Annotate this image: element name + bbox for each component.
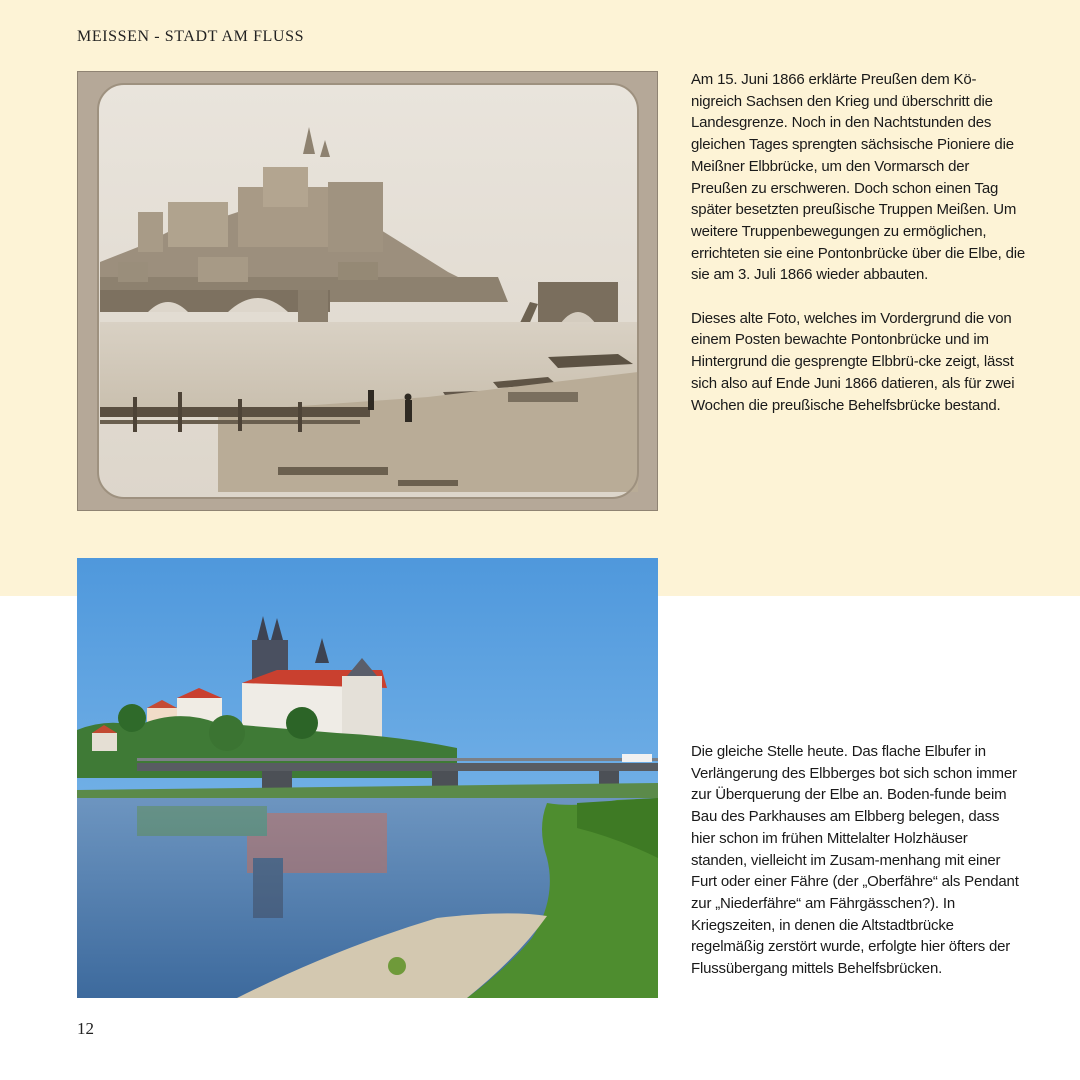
page-number: 12 bbox=[77, 1019, 94, 1038]
historical-description-text bbox=[691, 69, 1026, 416]
present-day-description-text bbox=[691, 741, 1026, 980]
text-paragraph-2: Dieses alte Foto, welches im Vordergrund die von einem Posten bewachte Pontonbrücke und im Hintergrund die gesprengte Elbbrü-cke zeigt, lässt sich also auf Ende Juni 1866 datieren, als für zwei Wochen die preußische Behelfsbrücke bestand. bbox=[691, 309, 1015, 414]
historic-sepia-photo bbox=[77, 71, 658, 511]
page-header-title: MEISSEN - STADT AM FLUSS bbox=[77, 28, 305, 45]
text-paragraph-3: Die gleiche Stelle heute. Das flache Elbufer in Verlängerung des Elbberges bot sich schon immer zur Überquerung der Elbe an. Boden-funde beim Bau des Parkhauses am Elbberg belegen, dass hier schon im frühen Mittelalter Holzhäuser standen, vielleicht im Zusam-menhang mit einer Furt oder einer Fähre (der „Oberfähre“ als Pendant zur „Niederfähre“ am Fährgässchen?). In Kriegszeiten, in denen die Altstadtbrücke regelmäßig zerstört wurde, erfolgte hier öfters der Flussübergang mittels Behelfsbrücken. bbox=[691, 743, 1019, 978]
modern-color-photo bbox=[77, 558, 658, 998]
text-paragraph-1: Am 15. Juni 1866 erklärte Preußen dem Kö-nigreich Sachsen den Krieg und überschritt die Landesgrenze. Noch in den Nachtstunden des gleichen Tages sprengten sächsische Pioniere die Meißner Elbbrücke, um den Vormarsch der Preußen zu erschweren. Doch schon einen Tag später besetzten preußische Truppen Meißen. Um weitere Truppenbewegungen zu ermöglichen, errichteten sie eine Pontonbrücke über die Elbe, die sie am 3. Juli 1866 wieder abbauten. bbox=[691, 71, 1025, 284]
